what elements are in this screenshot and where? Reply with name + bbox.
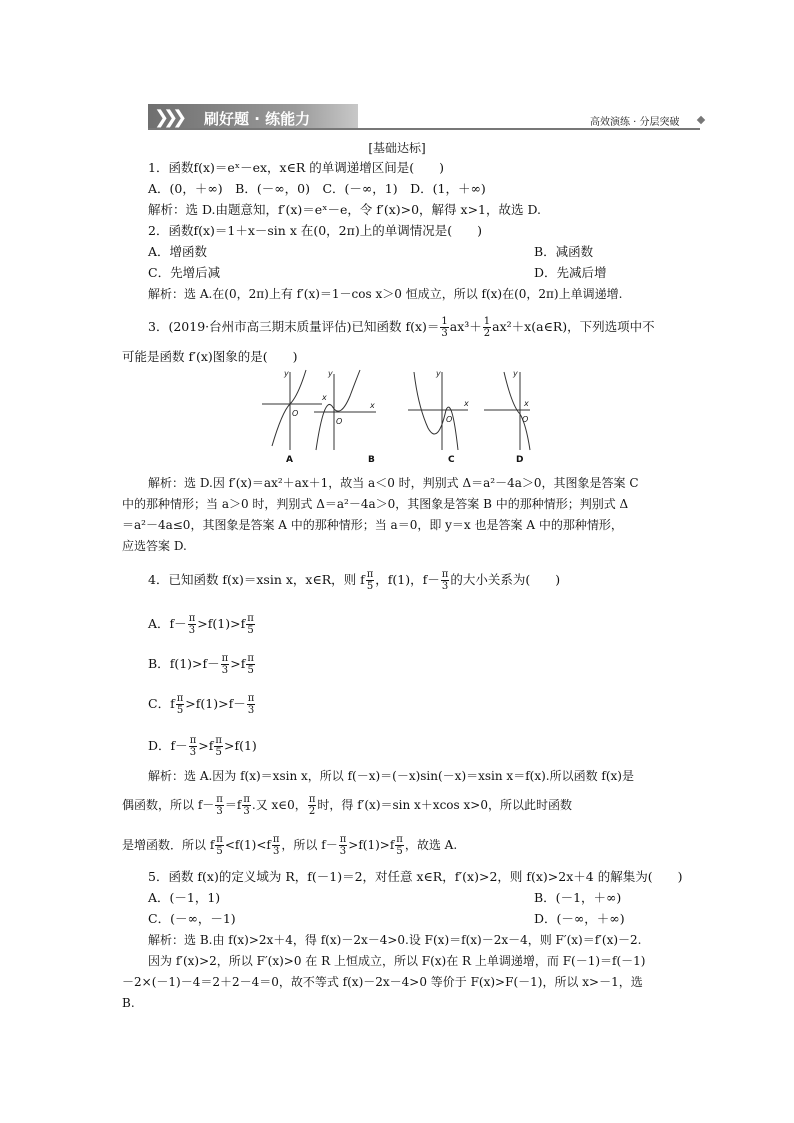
frac-num: π — [247, 613, 254, 624]
q2-option-c: C．先增后减 — [148, 265, 221, 280]
q3-frac1-den: 3 — [441, 328, 448, 339]
frac-den: 5 — [396, 846, 403, 857]
graph-a-y-label: y — [284, 369, 289, 378]
q2-stem: 2．函数f(x)＝1＋x－sin x 在(0，2π)上的单调情况是( ) — [148, 223, 482, 238]
frac-den: 5 — [216, 846, 223, 857]
q5-option-d: D．(－∞，＋∞) — [534, 911, 625, 926]
frac-den: 3 — [441, 581, 449, 592]
q3-solution-line3: ＝a²－4a≤0，其图象是答案 A 中的那种情形；当 a＝0，即 y＝x 也是答案 A 中的那种情形， — [122, 518, 623, 532]
q2-option-b: B．减函数 — [534, 244, 594, 259]
frac-num: π — [396, 834, 403, 845]
q3-graph-options — [258, 366, 533, 456]
q2-solution: 解析：选 A.在(0，2π)上有 f′(x)＝1－cos x＞0 恒成立，所以 f(x)在(0，2π)上单调递增. — [148, 287, 623, 301]
text: ，所以 f — [281, 838, 326, 852]
frac-num: π — [176, 693, 184, 704]
frac-num: π — [366, 569, 374, 580]
f: f — [202, 656, 208, 671]
text: ，故选 A. — [404, 838, 458, 852]
q4-option-a — [148, 613, 256, 636]
gt: > — [218, 696, 229, 711]
q3-stem-part2: ax³＋ — [449, 319, 482, 334]
graph-a-x-label: x — [322, 393, 327, 402]
f: f — [170, 696, 175, 711]
frac — [215, 794, 224, 817]
q3-frac2-den: 2 — [483, 328, 491, 339]
frac-den: 3 — [189, 747, 197, 758]
minus-sign: － — [325, 838, 338, 852]
text: 时，得 f′(x)＝sin x＋xcos x>0，所以此时函数 — [317, 798, 572, 812]
diamond-icon — [697, 116, 705, 124]
frac-num: π — [247, 693, 255, 704]
graph-label-a: A — [286, 455, 293, 465]
gt: > — [185, 696, 196, 711]
q5-solution-line1: 解析：选 B.由 f(x)>2x＋4，得 f(x)－2x－4>0.设 F(x)＝f(x)－2x－4，则 F′(x)＝f′(x)－2. — [148, 933, 642, 947]
text: 0， — [287, 798, 307, 812]
graph-a-origin: O — [292, 409, 299, 418]
minus-sign: － — [427, 572, 440, 587]
frac-num: π — [188, 613, 196, 624]
section-title: [基础达标] — [368, 141, 426, 155]
graph-label-d: D — [516, 455, 524, 465]
q4-option-c — [148, 693, 256, 716]
frac-den: 5 — [215, 747, 222, 758]
graph-d-x-label: x — [524, 399, 529, 408]
header-rule — [148, 128, 700, 130]
frac-num: π — [441, 569, 449, 580]
graph-b-x-label: x — [370, 401, 375, 410]
frac-den: 3 — [243, 806, 250, 817]
q4-stem-frac-2 — [441, 569, 450, 592]
graph-d-curve — [504, 372, 530, 450]
frac-den: 5 — [176, 705, 184, 716]
frac-num: π — [247, 653, 254, 664]
q4-stem — [148, 569, 560, 592]
graph-b-y-label: y — [328, 369, 333, 378]
frac-num: π — [189, 735, 197, 746]
q5-solution-line4: B. — [122, 996, 135, 1010]
frac — [242, 794, 251, 817]
f: f — [170, 738, 176, 753]
frac — [246, 613, 255, 636]
gt: > — [230, 616, 241, 631]
graph-b-origin: O — [336, 417, 343, 426]
graph-c-curve — [414, 372, 458, 450]
minus-sign: － — [202, 798, 215, 812]
q4-solution-line1: 解析：选 A.因为 f(x)＝xsin x，所以 f(－x)＝(－x)sin(－x)＝xsin x＝f(x).所以函数 f(x)是 — [148, 769, 634, 783]
q3-fraction-1 — [440, 316, 448, 339]
frac — [247, 693, 256, 716]
frac-den: 3 — [221, 665, 229, 676]
frac — [215, 834, 224, 857]
minus-sign: － — [207, 656, 220, 671]
q4-stem-c: 的大小关系为( ) — [450, 572, 561, 587]
f1: f(1) — [169, 656, 193, 671]
gt: > — [197, 616, 208, 631]
frac — [189, 735, 198, 758]
section-banner — [148, 104, 358, 130]
q3-frac1-num: 1 — [441, 316, 448, 327]
graph-d-origin: O — [522, 415, 529, 424]
q3-fraction-2 — [483, 316, 491, 339]
frac-num: π — [216, 834, 223, 845]
graph-d-y-label: y — [513, 369, 518, 378]
frac — [308, 794, 317, 817]
option-label: B． — [148, 656, 170, 671]
q1-stem: 1．函数f(x)＝eˣ－ex，x∈R 的单调递增区间是( ) — [148, 160, 444, 175]
minus-sign: － — [175, 738, 188, 753]
option-label: A． — [148, 616, 170, 631]
frac-den: 2 — [308, 806, 316, 817]
q4-option-b — [148, 653, 256, 676]
q5-solution-line3: －2×(－1)－4＝2＋2－4＝0，故不等式 f(x)－2x－4>0 等价于 F(x)>F(－1)，所以 x>－1，选 — [122, 975, 643, 989]
frac — [339, 834, 348, 857]
frac-num: π — [243, 794, 250, 805]
frac-den: 3 — [247, 705, 255, 716]
q2-option-a: A．增函数 — [148, 244, 208, 259]
frac-num: π — [272, 834, 280, 845]
q5-option-a: A．(－1，1) — [148, 890, 221, 905]
q3-stem — [148, 316, 655, 339]
q5-option-c: C．(－∞，－1) — [148, 911, 236, 926]
q1-options: A．(0，＋∞) B．(－∞，0) C．(－∞，1) D．(1，＋∞) — [148, 181, 486, 196]
q4-solution-line2 — [122, 794, 572, 817]
frac-den: 3 — [272, 846, 280, 857]
f1: f(1) — [234, 738, 257, 753]
frac-num: π — [216, 794, 223, 805]
q3-stem-part1: 3．(2019·台州市高三期末质量评估)已知函数 f(x)＝ — [148, 319, 440, 334]
q3-frac2-num: 1 — [483, 316, 491, 327]
f: f — [240, 656, 246, 671]
q3-solution-line2: 中的那种情形；当 a＞0 时，判别式 Δ＝a²－4a＞0，其图象是答案 B 中的那种情形；判别式 Δ — [122, 497, 629, 511]
frac — [214, 735, 223, 758]
frac-num: π — [339, 834, 347, 845]
minus-sign: － — [233, 696, 246, 711]
text: .又 x∈ — [251, 798, 288, 812]
q3-solution-line1: 解析：选 D.因 f′(x)＝ax²＋ax＋1，故当 a＜0 时，判别式 Δ＝a²－4a＞0，其图象是答案 C — [148, 476, 639, 490]
gt: > — [198, 738, 209, 753]
gt: > — [192, 656, 203, 671]
f1: f(1) — [195, 696, 219, 711]
text: 是增函数．所以 f — [122, 838, 215, 852]
f: f — [240, 616, 246, 631]
graph-label-c: C — [448, 455, 455, 465]
frac — [188, 613, 197, 636]
frac-num: π — [215, 735, 222, 746]
q5-option-b: B．(－1，＋∞) — [534, 890, 622, 905]
q4-stem-b: ，f(1)，f — [375, 572, 428, 587]
frac — [221, 653, 230, 676]
option-label: C． — [148, 696, 171, 711]
q1-solution: 解析：选 D.由题意知，f′(x)＝eˣ－e，令 f′(x)>0，解得 x>1，故选 D. — [148, 202, 542, 217]
frac-den: 5 — [247, 665, 254, 676]
graph-c-y-label: y — [436, 369, 441, 378]
text: >f(1)>f — [348, 838, 395, 852]
q3-stem-line2: 可能是函数 f′(x)图象的是( ) — [122, 349, 298, 364]
frac-den: 5 — [366, 581, 374, 592]
frac-num: π — [221, 653, 229, 664]
q4-option-d — [148, 735, 257, 758]
f1: f(1) — [207, 616, 231, 631]
frac — [246, 653, 255, 676]
frac-den: 3 — [188, 625, 196, 636]
gt: > — [223, 738, 235, 753]
graph-label-b: B — [368, 455, 375, 465]
f: f — [208, 738, 214, 753]
frac — [272, 834, 281, 857]
frac-den: 3 — [216, 806, 223, 817]
f: f — [169, 616, 175, 631]
frac-den: 3 — [339, 846, 347, 857]
graph-c-origin: O — [446, 415, 453, 424]
chevron-right-icon: ❯❯❯ — [154, 107, 182, 128]
gt: > — [230, 656, 241, 671]
frac-num: π — [308, 794, 316, 805]
text: <f(1)<f — [224, 838, 271, 852]
text: 偶函数，所以 f — [122, 798, 203, 812]
header-right-tag: 高效演练 · 分层突破 — [590, 117, 680, 128]
banner-title: 刷好题 · 练能力 — [204, 110, 311, 128]
frac-den: 5 — [247, 625, 254, 636]
q5-stem: 5．函数 f(x)的定义域为 R，f(－1)＝2，对任意 x∈R，f′(x)>2，则 f(x)>2x＋4 的解集为( ) — [148, 869, 683, 884]
minus-sign: － — [174, 616, 187, 631]
graph-a-curve — [272, 370, 306, 446]
frac — [176, 693, 185, 716]
graph-c-x-label: x — [464, 399, 469, 408]
q3-solution-line4: 应选答案 D. — [122, 539, 187, 553]
q4-stem-a: 4．已知函数 f(x)＝xsin x，x∈R，则 f — [148, 572, 365, 587]
q4-solution-line3 — [122, 834, 457, 857]
q2-option-d: D．先减后增 — [534, 265, 607, 280]
option-label: D． — [148, 738, 171, 753]
text: ＝f — [224, 798, 242, 812]
q3-stem-part3: ax²＋x(a∈R)，下列选项中不 — [492, 319, 655, 334]
graph-b-curve — [316, 370, 360, 450]
frac — [395, 834, 404, 857]
f: f — [228, 696, 234, 711]
q5-solution-line2: 因为 f′(x)>2，所以 F′(x)>0 在 R 上恒成立，所以 F(x)在 R 上单调递增，而 F(－1)＝f(－1) — [148, 954, 646, 968]
q4-stem-frac-1 — [366, 569, 375, 592]
